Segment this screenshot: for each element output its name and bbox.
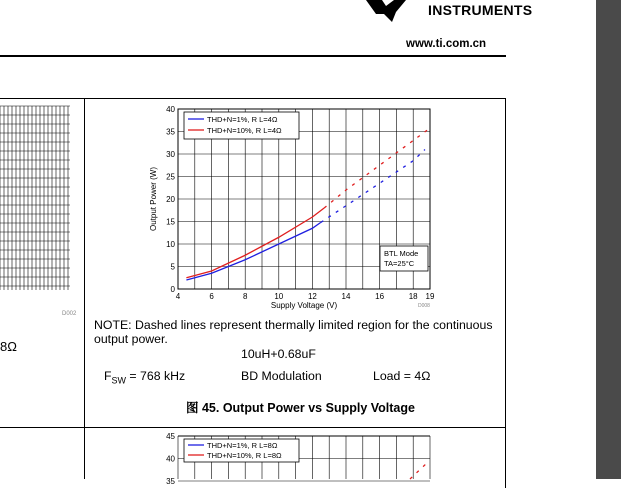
x-tick-label: 4 [175, 292, 181, 301]
fsw-subscript: SW [111, 375, 127, 386]
legend-label: THD+N=10%, R L=8Ω [207, 451, 282, 460]
y-tick-label: 15 [166, 217, 175, 227]
brand-name: INSTRUMENTS [428, 2, 533, 18]
header-url[interactable]: www.ti.com.cn [406, 38, 487, 50]
annotation-text: BTL Mode [384, 249, 419, 258]
x-tick-label: 10 [274, 292, 284, 301]
fsw-value: = 768 kHz [126, 369, 186, 383]
y-tick-label: 45 [166, 432, 175, 441]
legend-label: THD+N=1%, R L=4Ω [207, 115, 278, 124]
x-axis-label: Supply Voltage (V) [270, 301, 338, 310]
chart-code: D008 [418, 303, 430, 309]
load-label: Load = 4Ω [373, 369, 431, 383]
y-tick-label: 25 [166, 172, 175, 182]
x-tick-label: 19 [425, 292, 435, 301]
modulation-label: BD Modulation [241, 369, 322, 383]
y-tick-label: 20 [166, 195, 175, 204]
left-caption-fragment: 8Ω [0, 339, 17, 354]
y-tick-label: 35 [166, 477, 175, 486]
chart-note: NOTE: Dashed lines represent thermally limited region for the continuous output power. [94, 318, 493, 346]
y-tick-label: 35 [166, 127, 175, 137]
y-tick-label: 5 [170, 262, 175, 272]
y-tick-label: 10 [166, 240, 175, 249]
filter-label: 10uH+0.68uF [241, 347, 316, 361]
y-axis-label: Output Power (W) [149, 166, 158, 232]
figure-caption: 图 45. Output Power vs Supply Voltage [186, 401, 415, 415]
viewer-scrollbar[interactable] [596, 0, 621, 479]
x-tick-label: 16 [375, 292, 385, 301]
fsw-label: F [104, 369, 112, 383]
x-tick-label: 14 [341, 292, 351, 301]
y-tick-label: 40 [166, 454, 175, 464]
legend-label: THD+N=1%, R L=8Ω [207, 441, 278, 450]
x-tick-label: 8 [242, 292, 248, 301]
annotation-text: TA=25°C [384, 259, 415, 268]
x-tick-label: 12 [307, 292, 317, 301]
series-line-dashed [410, 462, 428, 479]
x-tick-label: 18 [408, 292, 418, 301]
y-tick-label: 30 [166, 150, 175, 159]
y-tick-label: 0 [170, 285, 175, 294]
left-chart-code: D002 [62, 311, 77, 317]
y-tick-label: 40 [166, 105, 175, 114]
x-tick-label: 6 [209, 292, 214, 301]
legend-label: THD+N=10%, R L=4Ω [207, 126, 282, 135]
